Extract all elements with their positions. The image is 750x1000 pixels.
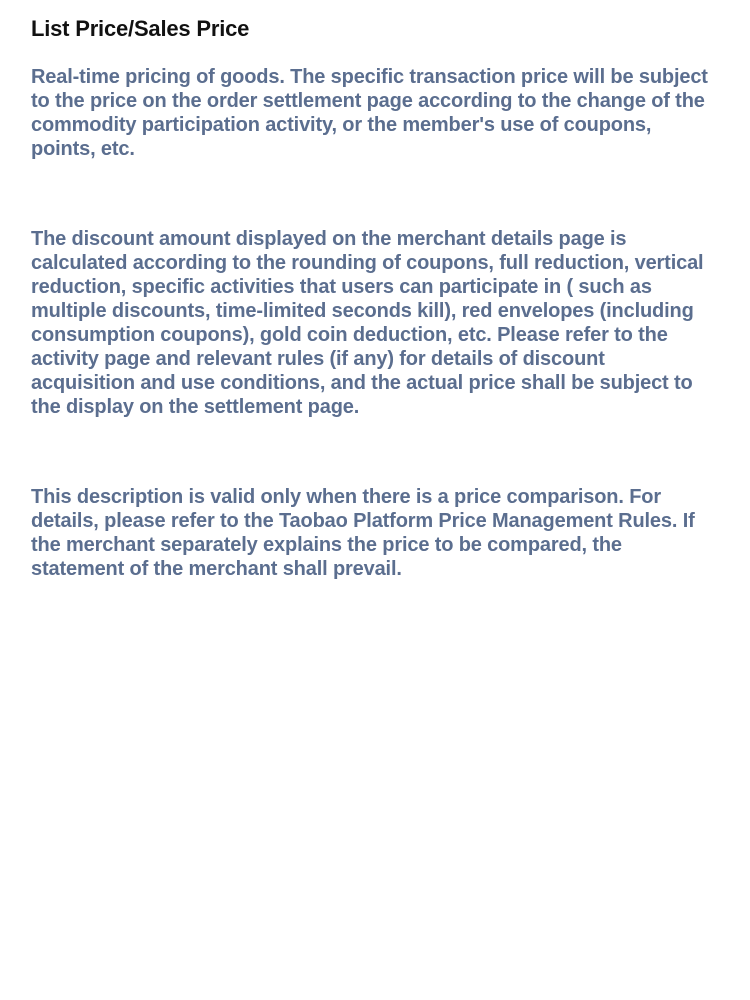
discount-amount-paragraph: The discount amount displayed on the merchant details page is calculated according to the rounding of coupons, full reduction, vertical reduction, specific activities that users can participate in ( such as multiple discounts, time-limited seconds kill), red envelopes (including consumption coupons), gold coin deduction, etc. Please refer to the activity page and relevant rules (if any) for details of discount acquisition and use conditions, and the actual price shall be subject to the display on the settlement page. — [31, 228, 704, 418]
real-time-pricing-paragraph: Real-time pricing of goods. The specific transaction price will be subject to the price on the order settlement page according to the change of the commodity participation activity, or the member's use of coupons, points, etc. — [31, 66, 708, 160]
price-comparison-paragraph: This description is valid only when there is a price comparison. For details, please refer to the Taobao Platform Price Management Rules. If the merchant separately explains the price to be compared, the statement of the merchant shall prevail. — [31, 486, 695, 580]
page-title: List Price/Sales Price — [31, 16, 250, 41]
